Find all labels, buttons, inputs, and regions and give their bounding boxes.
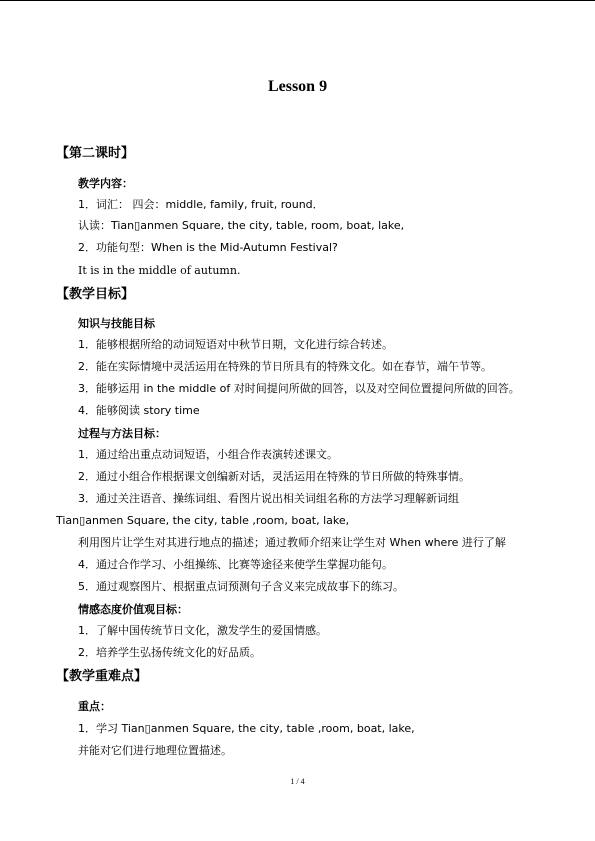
knowledge-item-4: 4．能够阅读 story time xyxy=(78,404,200,417)
knowledge-item-1: 1．能够根据所给的动词短语对中秋节日期，文化进行综合转述。 xyxy=(78,338,393,351)
process-item-2: 2．通过小组合作根据课文创编新对话，灵活运用在特殊的节日所做的特殊事情。 xyxy=(78,470,470,483)
process-item-3: 3．通过关注语音、操练词组、看图片说出相关词组名称的方法学习理解新词组 xyxy=(78,492,459,505)
process-item-3-desc: 利用图片让学生对其进行地点的描述；通过教师介绍来让学生对 When where 进行了解 xyxy=(78,536,506,549)
emotion-heading: 情感态度价值观目标： xyxy=(78,603,188,616)
page-number: 1 / 4 xyxy=(290,777,305,786)
section-heading-second-lesson: 【第二课时】 xyxy=(56,146,135,161)
knowledge-item-2: 2．能在实际情境中灵活运用在特殊的节日所具有的特殊文化。如在春节，端午节等。 xyxy=(78,360,492,373)
content-heading: 教学内容： xyxy=(78,177,133,190)
key-point-item-1-desc: 并能对它们进行地理位置描述。 xyxy=(78,744,232,757)
key-points-heading: 重点： xyxy=(78,700,111,713)
process-item-3-words: Tian▯anmen Square, the city, table ,room, boat, lake, xyxy=(56,514,350,527)
content-line-answer: It is in the middle of autumn. xyxy=(78,264,241,277)
content-line-recognize: 认读：Tian▯anmen Square, the city, table, room, boat, lake, xyxy=(78,219,405,232)
process-item-4: 4．通过合作学习、小组操练、比赛等途径来使学生掌握功能句。 xyxy=(78,558,393,571)
content-line-vocab: 1．词汇： 四会：middle, family, fruit, round． xyxy=(78,198,324,211)
key-point-item-1: 1．学习 Tian▯anmen Square, the city, table ,room, boat, lake, xyxy=(78,722,415,735)
page-title: Lesson 9 xyxy=(267,78,328,95)
content-line-sentence: 2．功能句型：When is the Mid-Autumn Festival? xyxy=(78,241,338,254)
process-item-5: 5．通过观察图片、根据重点词预测句子含义来完成故事下的练习。 xyxy=(78,580,404,593)
header-rule xyxy=(0,0,595,1)
knowledge-item-3: 3．能够运用 in the middle of 对时间提问所做的回答，以及对空间位置提问所做的回答。 xyxy=(78,382,520,395)
section-heading-goals: 【教学目标】 xyxy=(56,287,135,302)
section-heading-key-points: 【教学重难点】 xyxy=(56,669,148,684)
emotion-item-2: 2．培养学生弘扬传统文化的好品质。 xyxy=(78,646,261,659)
process-heading: 过程与方法目标： xyxy=(78,427,166,440)
knowledge-heading: 知识与技能目标 xyxy=(78,317,155,330)
process-item-1: 1．通过给出重点动词短语，小组合作表演转述课文。 xyxy=(78,448,338,461)
emotion-item-1: 1．了解中国传统节日文化，激发学生的爱国情感。 xyxy=(78,624,327,637)
